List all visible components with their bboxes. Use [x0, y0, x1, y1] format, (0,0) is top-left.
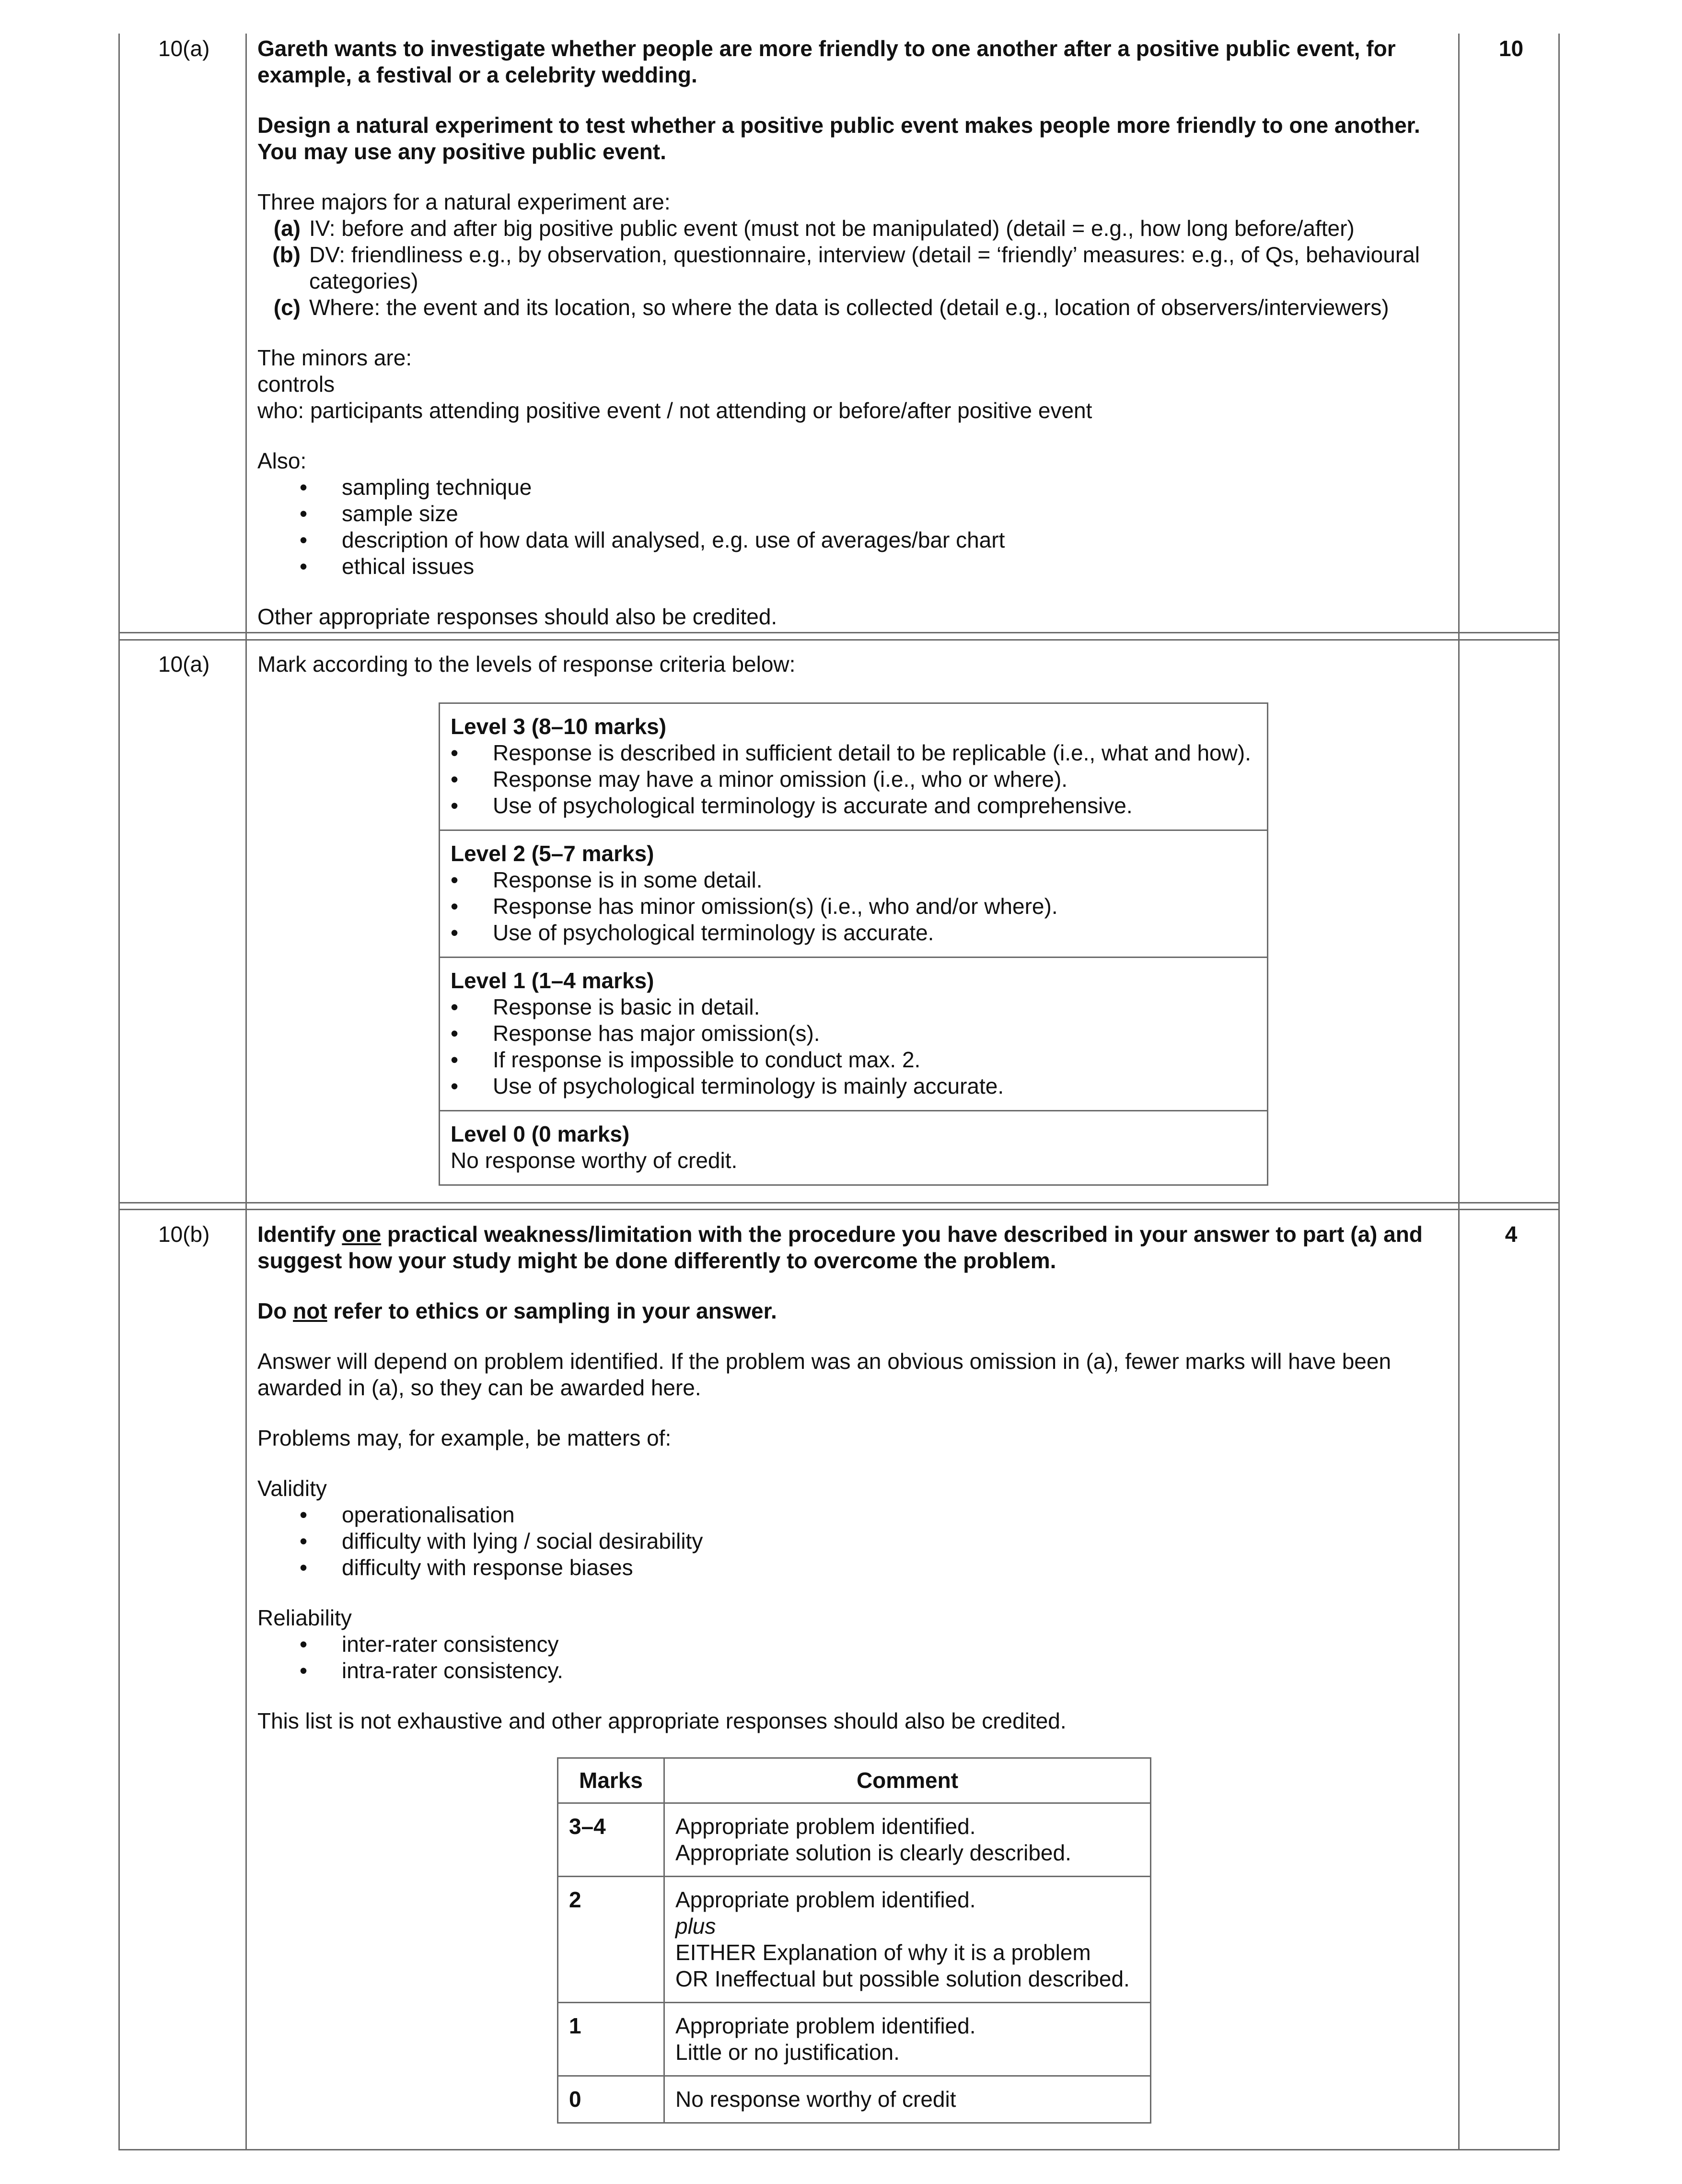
minor-item: controls	[257, 372, 335, 397]
marks-total: 10	[1498, 36, 1524, 61]
question-text: Gareth wants to investigate whether people are more friendly to one another after a positive public event, for	[257, 36, 1396, 61]
marks-cell: 3–4	[558, 1803, 664, 1877]
other-responses-note: Other appropriate responses should also be credited.	[257, 604, 777, 629]
row-divider	[118, 1202, 1560, 1203]
row-divider	[118, 632, 1560, 633]
list-item: • Response is basic in detail.	[451, 994, 1256, 1020]
marks-total: 4	[1505, 1222, 1518, 1247]
answer-text: Answer will depend on problem identified. If the problem was an obvious omission in (a), fewer marks will have been	[257, 1349, 1392, 1374]
comment-line: Appropriate solution is clearly described.	[675, 1840, 1071, 1865]
level-text: No response worthy of credit.	[451, 1148, 738, 1173]
comment-cell	[664, 2003, 1151, 2076]
level-title: Level 2 (5–7 marks)	[451, 841, 654, 866]
major-item	[257, 242, 1451, 294]
list-item: • description of how data will analysed, e.g. use of averages/bar chart	[257, 527, 1451, 553]
row-divider	[118, 639, 1560, 641]
answer-text: awarded in (a), so they can be awarded here.	[257, 1375, 701, 1400]
table-row	[558, 2003, 1151, 2076]
comment-cell	[664, 1803, 1151, 1877]
minor-item: who: participants attending positive event / not attending or before/after positive event	[257, 398, 1092, 423]
levels-of-response-table	[439, 702, 1268, 1186]
major-text: Where: the event and its location, so where the data is collected (detail e.g., location of observers/interviewers)	[309, 295, 1389, 320]
problems-intro: Problems may, for example, be matters of:	[257, 1425, 672, 1450]
list-item: • Response is described in sufficient detail to be replicable (i.e., what and how).	[451, 740, 1256, 766]
list-item: • difficulty with response biases	[257, 1554, 1451, 1581]
list-item: • Use of psychological terminology is accurate and comprehensive.	[451, 793, 1256, 819]
list-item: • intra-rater consistency.	[257, 1658, 1451, 1684]
list-item: • ethical issues	[257, 553, 1451, 580]
instruction-text: Design a natural experiment to test whether a positive public event makes people more friendly to one another.	[257, 113, 1420, 138]
level-title: Level 3 (8–10 marks)	[451, 714, 667, 739]
question-number: 10(a)	[158, 652, 210, 677]
instruction-text: You may use any positive public event.	[257, 139, 666, 164]
comment-cell	[664, 2076, 1151, 2123]
section-b-content	[257, 1221, 1451, 1734]
list-item: • inter-rater consistency	[257, 1631, 1451, 1658]
level-0-box	[440, 1111, 1267, 1184]
comment-line: Appropriate problem identified.	[675, 2013, 976, 2038]
column-header-comment: Comment	[664, 1758, 1151, 1803]
table-border-bottom	[118, 2149, 1560, 2150]
marks-table	[557, 1757, 1151, 2124]
list-item: • Response has minor omission(s) (i.e., who and/or where).	[451, 893, 1256, 920]
level-1-box	[440, 958, 1267, 1111]
level-2-box	[440, 831, 1267, 958]
question-text: suggest how your study might be done differently to overcome the problem.	[257, 1248, 1056, 1273]
major-label: (a)	[273, 216, 301, 241]
table-header-row	[558, 1758, 1151, 1803]
reliability-heading: Reliability	[257, 1605, 352, 1630]
comment-line: OR Ineffectual but possible solution described.	[675, 1966, 1130, 1991]
list-item: • Response has major omission(s).	[451, 1020, 1256, 1047]
major-item	[257, 294, 1451, 321]
question-number: 10(a)	[158, 36, 210, 61]
levels-intro-text: Mark according to the levels of response criteria below:	[257, 652, 796, 677]
table-row	[558, 2076, 1151, 2123]
also-intro: Also:	[257, 448, 307, 473]
table-row	[558, 1877, 1151, 2003]
list-item: • Use of psychological terminology is accurate.	[451, 920, 1256, 946]
level-3-box	[440, 704, 1267, 831]
instruction-text: Do not refer to ethics or sampling in your answer.	[257, 1298, 777, 1323]
level-title: Level 0 (0 marks)	[451, 1121, 630, 1146]
reliability-list	[257, 1631, 1451, 1684]
table-border-left	[118, 34, 120, 2150]
marks-cell: 0	[558, 2076, 664, 2123]
column-divider-marks	[1458, 34, 1460, 2150]
major-label: (b)	[272, 242, 301, 267]
section-a-content	[257, 35, 1451, 630]
levels-intro	[257, 651, 1451, 677]
list-item: • sampling technique	[257, 474, 1451, 501]
minors-intro: The minors are:	[257, 345, 412, 370]
list-item: • Use of psychological terminology is mainly accurate.	[451, 1073, 1256, 1099]
also-list	[257, 474, 1451, 580]
marks-cell: 1	[558, 2003, 664, 2076]
comment-cell	[664, 1877, 1151, 2003]
major-text: IV: before and after big positive public event (must not be manipulated) (detail = e.g., how long before/after)	[309, 216, 1355, 241]
question-number: 10(b)	[158, 1222, 210, 1247]
comment-line: Appropriate problem identified.	[675, 1887, 976, 1912]
list-item: • difficulty with lying / social desirability	[257, 1528, 1451, 1554]
comment-line: No response worthy of credit	[675, 2087, 956, 2112]
marks-cell: 2	[558, 1877, 664, 2003]
validity-list	[257, 1502, 1451, 1581]
row-divider	[118, 1209, 1560, 1210]
comment-line: Appropriate problem identified.	[675, 1814, 976, 1839]
table-row	[558, 1803, 1151, 1877]
list-item: • sample size	[257, 501, 1451, 527]
column-header-marks: Marks	[558, 1758, 664, 1803]
comment-line: Little or no justification.	[675, 2040, 900, 2065]
list-item: • operationalisation	[257, 1502, 1451, 1528]
list-item: • Response may have a minor omission (i.e., who or where).	[451, 766, 1256, 793]
question-text: example, a festival or a celebrity wedding.	[257, 62, 697, 87]
table-border-right	[1558, 34, 1560, 2150]
validity-heading: Validity	[257, 1476, 327, 1501]
major-label: (c)	[273, 295, 301, 320]
major-text: DV: friendliness e.g., by observation, questionnaire, interview (detail = ‘friendly’ measures: e.g., of Qs, behavioural categories)	[309, 242, 1420, 293]
majors-intro: Three majors for a natural experiment are:	[257, 189, 671, 214]
column-divider-question	[245, 34, 247, 2150]
list-item: • Response is in some detail.	[451, 867, 1256, 893]
list-item: • If response is impossible to conduct max. 2.	[451, 1047, 1256, 1073]
major-item	[257, 215, 1451, 242]
comment-line: EITHER Explanation of why it is a problem	[675, 1940, 1091, 1965]
exhaustive-note: This list is not exhaustive and other appropriate responses should also be credited.	[257, 1708, 1067, 1733]
comment-line: plus	[675, 1914, 716, 1939]
question-text: Identify one practical weakness/limitation with the procedure you have described in your answer to part (a) and	[257, 1222, 1423, 1247]
level-title: Level 1 (1–4 marks)	[451, 968, 654, 993]
